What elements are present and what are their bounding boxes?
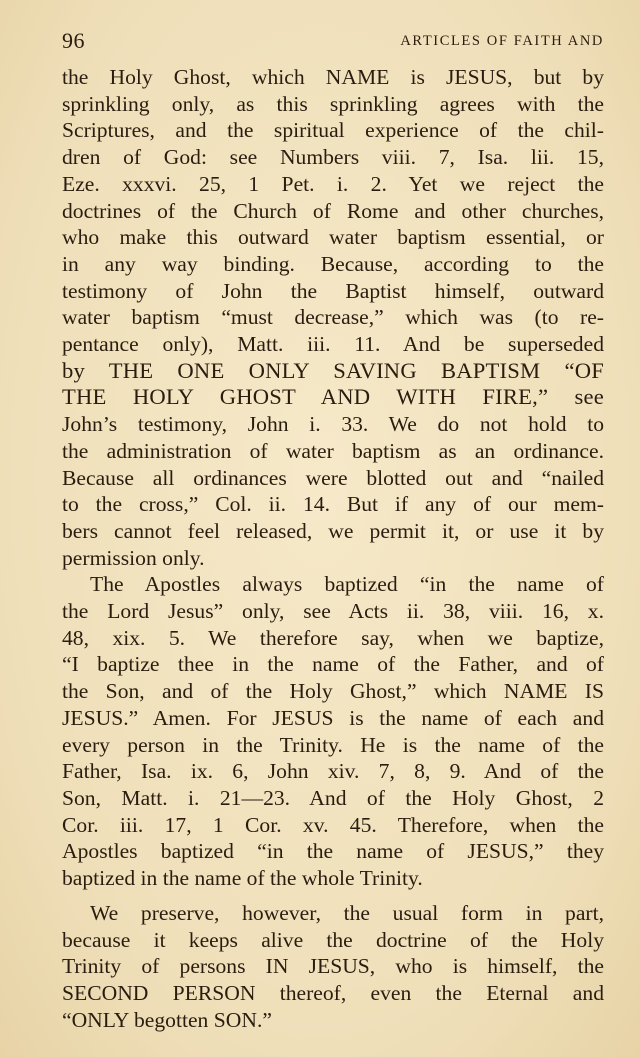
- text-line: by THE ONE ONLY SAVING BAPTISM “OF: [62, 357, 604, 383]
- text-line: to the cross,” Col. ii. 14. But if any of our mem-: [62, 492, 604, 517]
- text-line: Eze. xxxvi. 25, 1 Pet. i. 2. Yet we reject the: [62, 171, 604, 196]
- text-line: bers cannot feel released, we permit it, or use it by: [62, 518, 604, 543]
- text-line: Son, Matt. i. 21—23. And of the Holy Ghost, 2: [62, 785, 604, 810]
- text-line: “ONLY begotten SON.”: [62, 1007, 272, 1032]
- text-line: Father, Isa. ix. 6, John xiv. 7, 8, 9. And of the: [62, 759, 604, 784]
- text-line: testimony of John the Baptist himself, outward: [62, 278, 604, 303]
- text-line: sprinkling only, as this sprinkling agrees with the: [62, 91, 604, 116]
- paragraph-spacer: [62, 892, 604, 900]
- paragraph-3: [62, 900, 604, 1034]
- text-line: water baptism “must decrease,” which was (to re-: [62, 305, 604, 330]
- text-line: Scriptures, and the spiritual experience of the chil-: [62, 118, 604, 143]
- text-line: the Holy Ghost, which NAME is JESUS, but by: [62, 65, 604, 89]
- text-line: the administration of water baptism as an ordinance.: [62, 438, 604, 463]
- text-line: THE HOLY GHOST AND WITH FIRE,” see: [62, 384, 604, 410]
- text-line: “I baptize thee in the name of the Father, and of: [62, 652, 604, 677]
- text-line: JESUS.” Amen. For JESUS is the name of each and: [62, 705, 604, 730]
- text-line: in any way binding. Because, according to the: [62, 251, 604, 276]
- text-line: every person in the Trinity. He is the name of the: [62, 732, 604, 757]
- text-line: Trinity of persons IN JESUS, who is himself, the: [62, 954, 604, 979]
- text-line: dren of God: see Numbers viii. 7, Isa. lii. 15,: [62, 145, 604, 170]
- text-line: John’s testimony, John i. 33. We do not hold to: [62, 412, 604, 437]
- text-line: permission only.: [62, 545, 205, 570]
- text-line: Cor. iii. 17, 1 Cor. xv. 45. Therefore, when the: [62, 812, 604, 837]
- text-line: the Lord Jesus” only, see Acts ii. 38, viii. 16, x.: [62, 599, 604, 624]
- text-line: SECOND PERSON thereof, even the Eternal and: [62, 980, 604, 1005]
- text-line: Apostles baptized “in the name of JESUS,” they: [62, 839, 604, 864]
- body-text: [62, 64, 604, 1033]
- text-line: The Apostles always baptized “in the name of: [90, 572, 604, 597]
- paragraph-1: [62, 64, 604, 571]
- running-head: ARTICLES OF FAITH AND: [400, 33, 604, 49]
- page-header: [62, 28, 604, 58]
- page-number: 96: [62, 28, 85, 53]
- text-line: who make this outward water baptism essential, or: [62, 225, 604, 250]
- text-line: Because all ordinances were blotted out and “nailed: [62, 465, 604, 490]
- text-line: baptized in the name of the whole Trinity.: [62, 866, 423, 891]
- text-line: doctrines of the Church of Rome and other churches,: [62, 198, 604, 223]
- text-line: the Son, and of the Holy Ghost,” which NAME IS: [62, 679, 604, 704]
- text-line: pentance only), Matt. iii. 11. And be superseded: [62, 332, 604, 357]
- text-line: We preserve, however, the usual form in part,: [90, 900, 604, 925]
- text-line: 48, xix. 5. We therefore say, when we baptize,: [62, 625, 604, 650]
- text-line: because it keeps alive the doctrine of the Holy: [62, 927, 604, 952]
- paragraph-2: [62, 571, 604, 891]
